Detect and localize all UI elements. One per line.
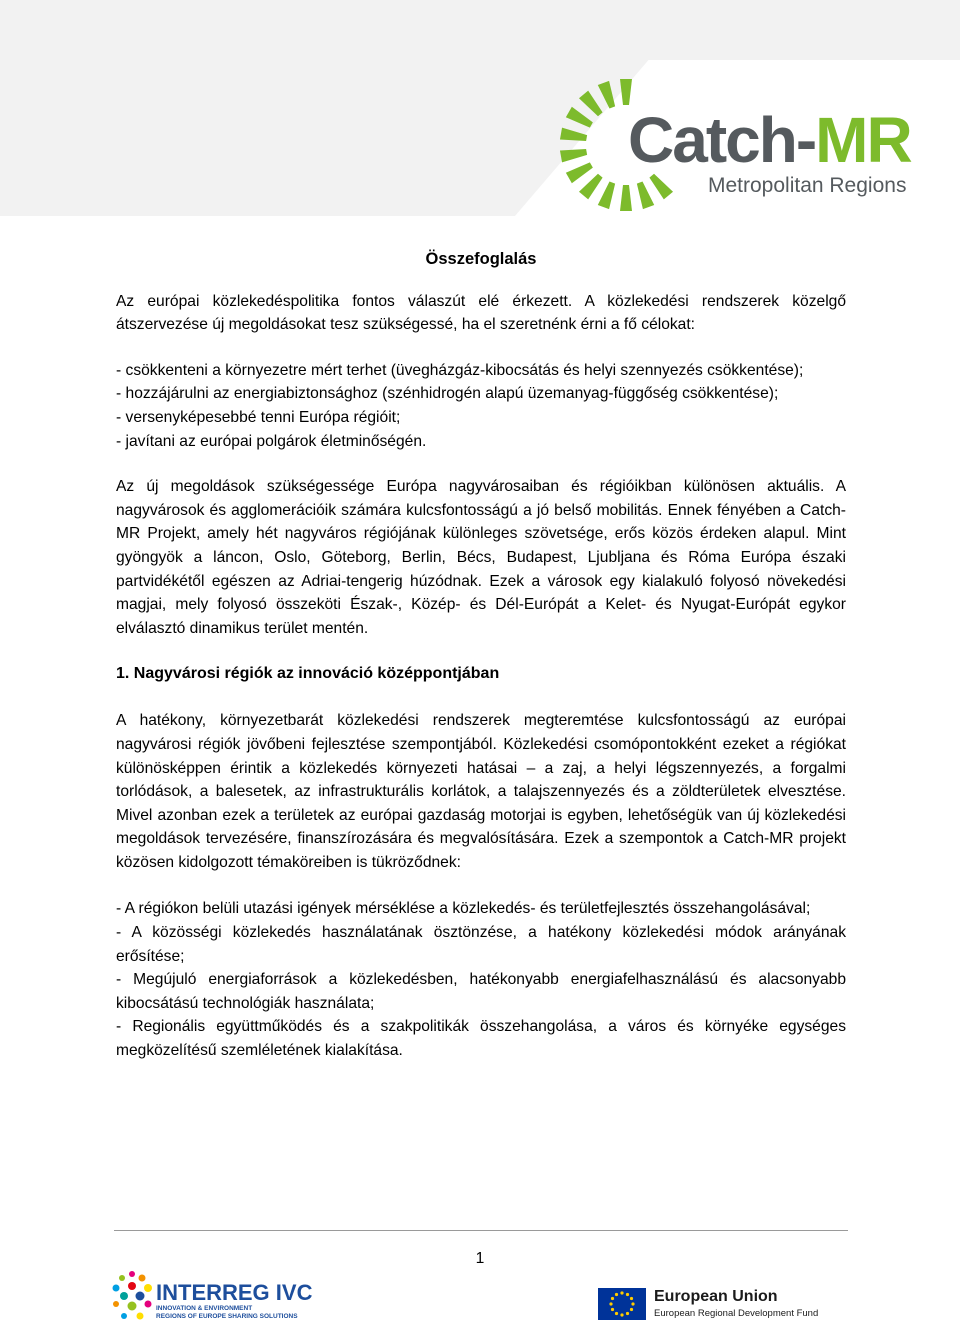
interreg-name: INTERREG IVC xyxy=(156,1280,313,1305)
catch-mr-logo xyxy=(548,70,928,220)
page-title: Összefoglalás xyxy=(425,250,537,268)
eu-name: European Union xyxy=(654,1288,778,1305)
interreg-dots-icon xyxy=(110,1266,154,1324)
body-paragraph: A hatékony, környezetbarát közlekedési rendszerek megteremtése kulcsfontosságú az európai nagyvárosi régiók jövőbeni fejlesztése szempontjából. Közlekedési csomópontokként ezeket a régiókat különösképpen érintik a közlekedés környezeti hatásai – a zaj, a helyi légszennyezés, a forgalmi torlódások, a balesetek, az infrastrukturális korlátok, a talajszennyezés és a zöldterületek elvesztése. Mivel azonban ezek a területek az európai gazdaság motorjai is egyben, lehetőségük van új közlekedési megoldások tervezésére, finanszírozására és megvalósítására. Ezek a szempontok a Catch-MR projekt közösen kidolgozott témaköreiben is tükröződnek: xyxy=(116,712,846,871)
footer-divider xyxy=(114,1230,848,1231)
interreg-logo xyxy=(110,1266,330,1324)
logo-subtitle: Metropolitan Regions xyxy=(708,174,907,197)
document-body xyxy=(116,248,846,1063)
goals-list xyxy=(116,359,846,453)
list-item: - A közösségi közlekedés használatának ösztönzése, a hatékony közlekedési módok arányának erősítése; xyxy=(116,924,846,965)
eu-logo xyxy=(598,1284,858,1324)
intro-paragraph: Az európai közlekedéspolitika fontos válaszút elé érkezett. A közlekedési rendszerek közelgő átszervezése új megoldásokat tesz szükségessé, ha el szeretnénk érni a fő célokat: xyxy=(116,292,846,334)
list-item: - Regionális együttműködés és a szakpolitikák összehangolása, a város és környéke egységes megközelítésű szemléletének kialakítása. xyxy=(116,1018,846,1060)
eu-flag-icon xyxy=(598,1288,646,1320)
eu-subtitle: European Regional Development Fund xyxy=(654,1308,819,1319)
logo-wordmark: Catch-MR xyxy=(628,104,911,176)
list-item: - javítani az európai polgárok életminőségén. xyxy=(116,432,427,450)
body-paragraph: Az új megoldások szükségessége Európa nagyvárosaiban és régióikban különösen aktuális. A nagyvárosok és agglomerációik számára kulcsfontosságú a jó belső mobilitás. Ennek fényében a Catch-MR Projekt, amely hét nagyváros régiójának különleges szövetsége, erős közös érdeken alapul. Mint gyöngyök a láncon, Oslo, Göteborg, Berlin, Bécs, Budapest, Ljubljana és Róma Európa északi partvidékétől egészen az Adriai-tengerig húzódnak. Ezek a városok egy kialakuló folyosó növekedési magjai, mely folyosó összeköti Észak-, Közép- és Dél-Európát a Kelet- és Nyugat-Európát egykor elválasztó dinamikus terület mentén. xyxy=(116,478,846,637)
interreg-subtitle: REGIONS OF EUROPE SHARING SOLUTIONS xyxy=(156,1313,298,1320)
list-item: - Megújuló energiaforrások a közlekedésben, hatékonyabb energiafelhasználású és alacsonyabb kibocsátású technológiák használata; xyxy=(116,971,846,1012)
section-heading: 1. Nagyvárosi régiók az innováció középpontjában xyxy=(116,665,500,683)
list-item: - csökkenteni a környezetre mért terhet (üvegházgáz-kibocsátás és helyi szennyezés csökkentése); xyxy=(116,361,804,379)
list-item: - hozzájárulni az energiabiztonsághoz (szénhidrogén alapú üzemanyag-függőség csökkentése); xyxy=(116,385,779,403)
interreg-subtitle: INNOVATION & ENVIRONMENT xyxy=(156,1305,253,1312)
page-number: 1 xyxy=(475,1250,485,1267)
topics-list xyxy=(116,897,846,1062)
list-item: - A régiókon belüli utazási igények mérséklése a közlekedés- és területfejlesztés összehangolásával; xyxy=(116,900,811,918)
list-item: - versenyképesebbé tenni Európa régióit; xyxy=(116,408,401,426)
